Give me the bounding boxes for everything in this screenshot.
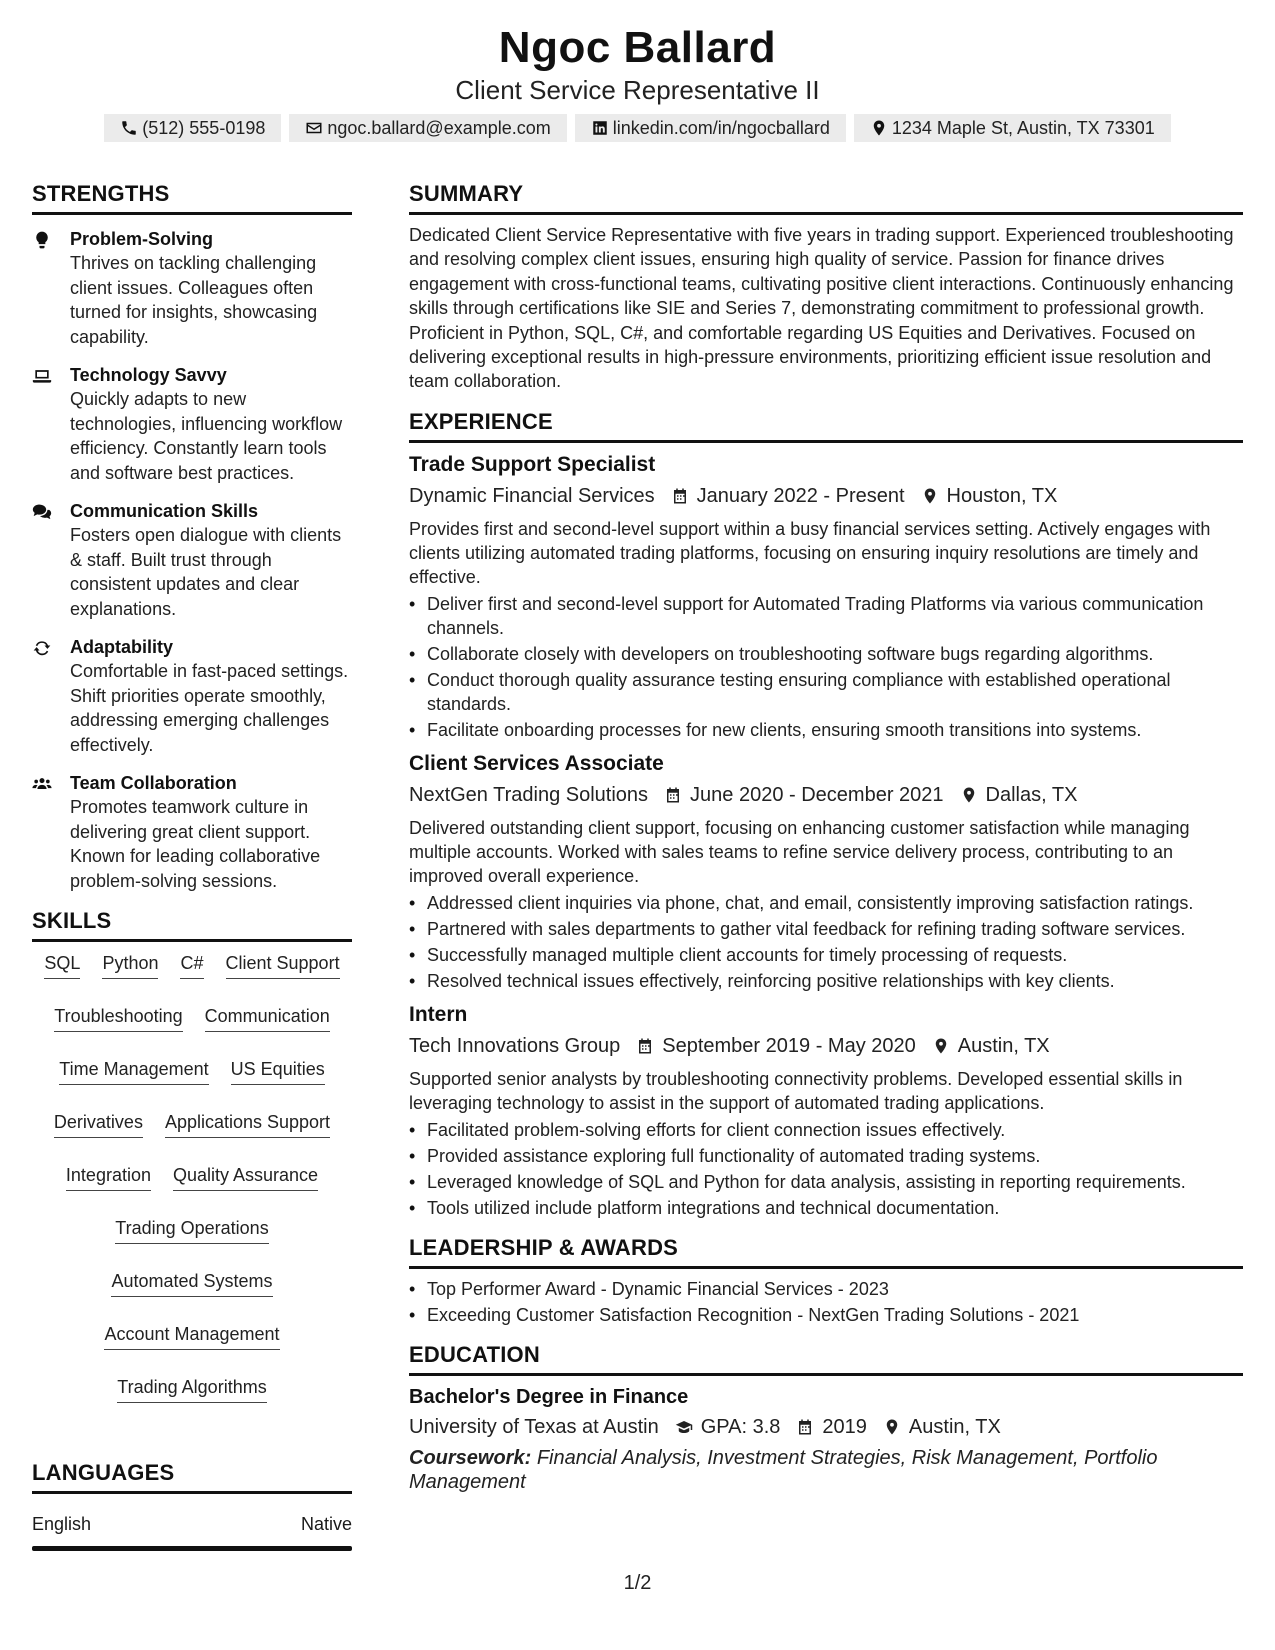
comments-icon (32, 502, 52, 522)
coursework-label: Coursework: (409, 1446, 532, 1469)
list-item: • Top Performer Award - Dynamic Financial Services - 2023 (409, 1277, 1243, 1301)
job-description: Provides first and second-level support within a busy financial services setting. Actively engages with clients utilizing automated trading platforms, focusing on ensuring inquiry resolutions are timely and effective. (409, 518, 1211, 587)
graduation-year: 2019 (822, 1415, 867, 1438)
strength-desc: Thrives on tackling challenging client issues. Colleagues often turned for insights, showcasing capability. (70, 253, 318, 347)
list-item: • Leveraged knowledge of SQL and Python for data analysis, assisting in reporting requirements. (409, 1170, 1243, 1194)
awards-list (409, 1277, 1243, 1327)
summary-text: Dedicated Client Service Representative with five years in trading support. Experienced troubleshooting and resolving complex client issues, ensuring high quality of service. Passion for finance drives engagement with cross-functional teams, cultivating positive client interactions. Continuously enhancing skills through certifications like SIE and Series 7, demonstrating commitment to professional growth. Proficient in Python, SQL, C#, and comfortable regarding US Equities and Derivatives. Focused on delivering exceptional results in high-pressure environments, prioritizing efficient issue resolution and team collaboration. (409, 225, 1234, 392)
linkedin-icon (591, 119, 609, 137)
strength-item (32, 635, 352, 757)
skill-tag: Derivatives (54, 1109, 143, 1138)
strength-desc: Quickly adapts to new technologies, influencing workflow efficiency. Constantly learn tools and software best practices. (70, 389, 343, 483)
job-bullets (409, 592, 1243, 742)
list-item: • Resolved technical issues effectively, reinforcing positive relationships with key clients. (409, 969, 1243, 993)
gpa: GPA: 3.8 (700, 1415, 781, 1438)
job-dates: June 2020 - December 2021 (690, 783, 944, 806)
education-heading: EDUCATION (409, 1341, 1243, 1376)
skills-heading: SKILLS (32, 907, 352, 942)
contact-phone[interactable] (104, 114, 281, 142)
awards-section (409, 1234, 1243, 1327)
strengths-heading: STRENGTHS (32, 180, 352, 215)
job-entry (409, 451, 1243, 742)
job-bullets (409, 1118, 1243, 1220)
list-item: • Provided assistance exploring full functionality of automated trading systems. (409, 1144, 1243, 1168)
experience-section (409, 408, 1243, 1220)
envelope-icon (305, 119, 323, 137)
map-marker-icon (921, 487, 939, 505)
laptop-icon (32, 366, 52, 386)
calendar-icon (671, 487, 689, 505)
job-description: Supported senior analysts by troubleshooting connectivity problems. Developed essential skills in leveraging technology to assist in the support of automated trading applications. (409, 1068, 1183, 1113)
map-marker-icon (883, 1418, 901, 1436)
job-title: Client Services Associate (409, 751, 664, 775)
languages-section (32, 1459, 352, 1551)
job-bullets (409, 891, 1243, 993)
skill-tag: Quality Assurance (173, 1162, 318, 1191)
experience-heading: EXPERIENCE (409, 408, 1243, 443)
skills-section (32, 907, 352, 1403)
list-item: • Partnered with sales departments to gather vital feedback for refining trading software services. (409, 917, 1243, 941)
list-item: • Addressed client inquiries via phone, chat, and email, consistently improving satisfaction ratings. (409, 891, 1243, 915)
job-title: Trade Support Specialist (409, 452, 656, 476)
graduation-cap-icon (675, 1418, 693, 1436)
awards-heading: LEADERSHIP & AWARDS (409, 1234, 1243, 1269)
skill-tag: SQL (44, 950, 80, 979)
strength-title: Team Collaboration (70, 773, 237, 793)
skill-tag: Client Support (226, 950, 340, 979)
job-location: Dallas, TX (985, 783, 1078, 806)
strength-desc: Promotes teamwork culture in delivering great client support. Known for leading collaborative problem-solving sessions. (70, 797, 321, 891)
list-item: • Successfully managed multiple client accounts for timely processing of requests. (409, 943, 1243, 967)
job-dates: September 2019 - May 2020 (662, 1034, 916, 1057)
calendar-icon (796, 1418, 814, 1436)
email-text: ngoc.ballard@example.com (327, 117, 551, 138)
map-marker-icon (932, 1037, 950, 1055)
address-text: 1234 Maple St, Austin, TX 73301 (891, 117, 1155, 138)
job-location: Austin, TX (957, 1034, 1050, 1057)
strength-item (32, 227, 352, 349)
contact-bar (0, 114, 1275, 142)
resume-header (0, 0, 1275, 142)
strengths-section (32, 180, 352, 893)
job-company: Dynamic Financial Services (409, 484, 655, 507)
strength-title: Technology Savvy (70, 365, 227, 385)
degree-title: Bachelor's Degree in Finance (409, 1385, 689, 1408)
job-company: Tech Innovations Group (409, 1034, 621, 1057)
languages-heading: LANGUAGES (32, 1459, 352, 1494)
job-entry (409, 750, 1243, 993)
skill-tag: Communication (205, 1003, 330, 1032)
calendar-icon (636, 1037, 654, 1055)
school-name: University of Texas at Austin (409, 1415, 659, 1438)
education-section (409, 1341, 1243, 1494)
lightbulb-icon (32, 230, 52, 250)
language-row (32, 1512, 352, 1536)
strength-title: Problem-Solving (70, 229, 214, 249)
contact-linkedin[interactable] (575, 114, 846, 142)
users-icon (32, 774, 52, 794)
skill-tag: Troubleshooting (54, 1003, 182, 1032)
job-description: Delivered outstanding client support, focusing on enhancing customer satisfaction while managing multiple accounts. Worked with sales teams to refine service delivery process, contributing to an improved overall experience. (409, 817, 1190, 886)
school-location: Austin, TX (908, 1415, 1001, 1438)
coursework (409, 1446, 1243, 1494)
language-level: Native (300, 1514, 352, 1534)
candidate-name: Ngoc Ballard (498, 23, 777, 72)
list-item: • Tools utilized include platform integrations and technical documentation. (409, 1196, 1243, 1220)
calendar-icon (664, 786, 682, 804)
right-column (409, 180, 1243, 1494)
summary-section (409, 180, 1243, 394)
list-item: • Exceeding Customer Satisfaction Recognition - NextGen Trading Solutions - 2021 (409, 1303, 1243, 1327)
strength-title: Adaptability (70, 637, 174, 657)
contact-address (854, 114, 1171, 142)
list-item: • Collaborate closely with developers on troubleshooting software bugs regarding algorithms. (409, 642, 1243, 666)
skill-tag: Applications Support (165, 1109, 330, 1138)
skill-tag: Automated Systems (111, 1268, 272, 1297)
phone-icon (120, 119, 138, 137)
strength-desc: Fosters open dialogue with clients & staff. Built trust through consistent updates and clear explanations. (70, 525, 342, 619)
sync-icon (32, 638, 52, 658)
strength-item (32, 499, 352, 621)
map-marker-icon (960, 786, 978, 804)
contact-email[interactable] (289, 114, 566, 142)
coursework-list: Financial Analysis, Investment Strategies, Risk Management, Portfolio Management (409, 1446, 1158, 1493)
skill-tag: Integration (66, 1162, 151, 1191)
skill-tag: Python (102, 950, 158, 979)
job-company: NextGen Trading Solutions (409, 783, 649, 806)
page-number: 1/2 (623, 1572, 652, 1594)
map-marker-icon (870, 119, 888, 137)
job-location: Houston, TX (946, 484, 1058, 507)
phone-text: (512) 555-0198 (142, 117, 266, 138)
strength-title: Communication Skills (70, 501, 259, 521)
strength-item (32, 363, 352, 485)
skills-list (32, 950, 352, 1403)
list-item: • Deliver first and second-level support for Automated Trading Platforms via various communication channels. (409, 592, 1243, 640)
job-title-heading: Client Service Representative II (455, 75, 820, 105)
skill-tag: Time Management (59, 1056, 208, 1085)
job-dates: January 2022 - Present (696, 484, 905, 507)
left-column (32, 180, 352, 1551)
linkedin-text: linkedin.com/in/ngocballard (612, 117, 830, 138)
skill-tag: C# (180, 950, 203, 979)
skill-tag: Trading Operations (115, 1215, 268, 1244)
skill-tag: Account Management (104, 1321, 279, 1350)
skill-tag: Trading Algorithms (117, 1374, 266, 1403)
list-item: • Facilitated problem-solving efforts for client connection issues effectively. (409, 1118, 1243, 1142)
strength-item (32, 771, 352, 893)
language-level-bar (32, 1546, 352, 1551)
strength-desc: Comfortable in fast-paced settings. Shift priorities operate smoothly, addressing emerging challenges effectively. (70, 661, 349, 755)
language-name: English (32, 1514, 92, 1534)
list-item: • Conduct thorough quality assurance testing ensuring compliance with established operational standards. (409, 668, 1243, 716)
summary-heading: SUMMARY (409, 180, 1243, 215)
job-entry (409, 1001, 1243, 1220)
list-item: • Facilitate onboarding processes for new clients, ensuring smooth transitions into systems. (409, 718, 1243, 742)
job-title: Intern (409, 1002, 468, 1026)
skill-tag: US Equities (231, 1056, 325, 1085)
